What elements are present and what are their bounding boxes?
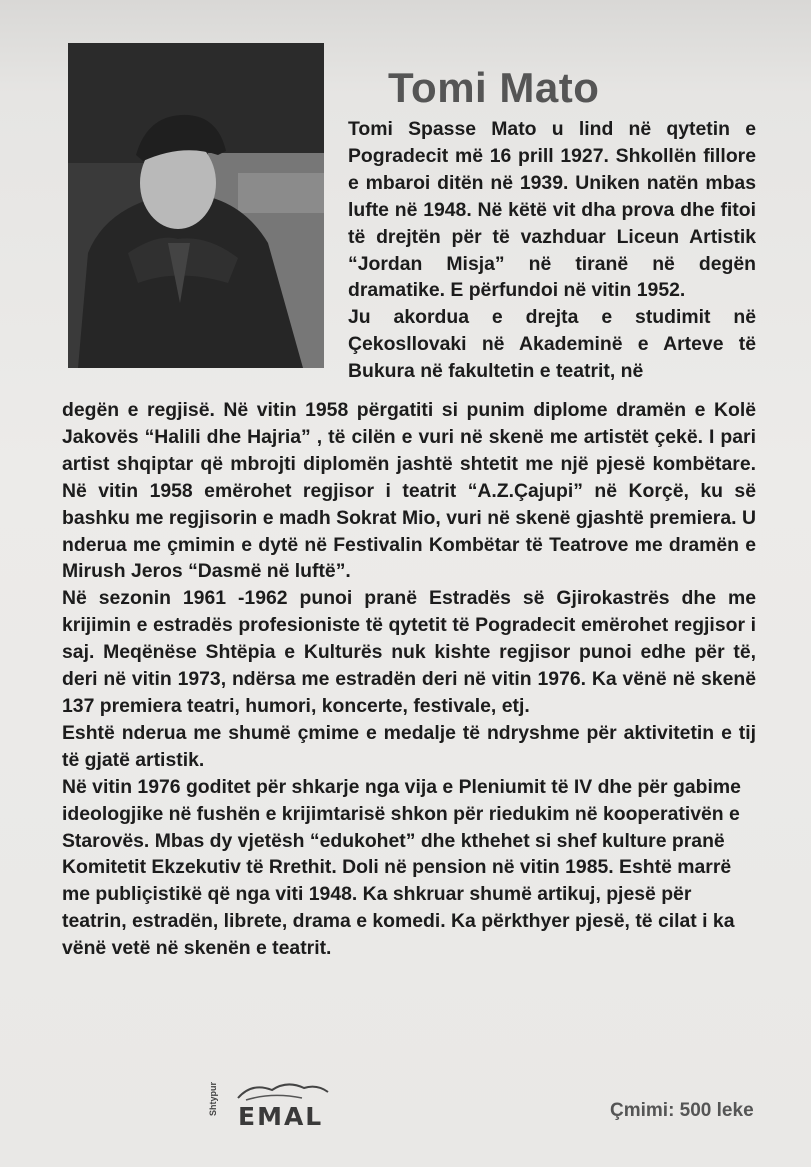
later-paragraph: Në vitin 1976 goditet për shkarje nga vija e Pleniumit të IV dhe për gabime ideologjike në fushën e krijimtarisë shkon për riedukim në kooperativën e Starovës. Mbas dy vjetësh “edukohet” dhe kthehet si shef kulture pranë Komitetit Ekzekutiv të Rrethit. Doli në pension në vitin 1985. Eshtë marrë me publiçistikë që nga viti 1948. Ka shkruar shumë artikuj, pjesë për teatrin, estradën, librete, drama e komedi. Ka përkthyer pjesë, të cilat i ka vënë vetë në skenën e teatrit. <box>62 775 741 960</box>
study-paragraph-rest: degën e regjisë. Në vitin 1958 përgatiti si punim diplome dramën e Kolë Jakovës “Halili dhe Hajria” , të cilën e vuri në skenë me artistët çekë. I pari artist shqiptar që mbrojti diplomën jashtë shtetit me një pjesë kombëtare. Në vitin 1958 emërohet regjisor i teatrit “A.Z.Çajupi” në Korçë, ku së bashku me regjisorin e madh Sokrat Mio, vuri në skenë gjashtë premiera. U nderua me çmimin e dytë në Festivalin Kombëtar të Teatrove me dramën e Mirush Jeros “Dasmë në luftë”. <box>62 399 756 583</box>
page-title: Tomi Mato <box>388 64 600 111</box>
price-label: Çmimi: 500 leke <box>610 1100 754 1121</box>
portrait-photo <box>68 43 324 368</box>
publisher-emblem-icon <box>232 1078 332 1104</box>
body-text <box>62 397 756 962</box>
publisher-label: Shtypur <box>208 1082 218 1117</box>
awards-paragraph: Eshtë nderua me shumë çmime e medalje të ndryshme për aktivitetin e tij të gjatë artistik. <box>62 721 756 771</box>
publisher-logo <box>208 1078 340 1136</box>
portrait-photo-icon <box>68 43 324 368</box>
study-paragraph-top: Ju akordua e drejta e studimit në Çekosllovaki në Akademinë e Arteve të Bukura në fakultetin e teatrit, në <box>348 306 756 383</box>
intro-column <box>348 116 756 385</box>
estrada-paragraph: Në sezonin 1961 -1962 punoi pranë Estradës së Gjirokastrës dhe me krijimin e estradës profesioniste të qytetit të Pogradecit emërohet regjisor i saj. Meqënëse Shtëpia e Kulturës nuk kishte regjisor punoi edhe për të, deri në vitin 1973, ndërsa me estradën deri në vitin 1976. Ka vënë në skenë 137 premiera teatri, humori, koncerte, festivale, etj. <box>62 587 756 717</box>
intro-paragraph: Tomi Spasse Mato u lind në qytetin e Pogradecit më 16 prill 1927. Shkollën fillore e mbaroi ditën në 1939. Uniken natën mbas lufte në 1948. Në këtë vit dha prova dhe fitoi të drejtën për të vazhduar Liceun Artistik “Jordan Misja” në tiranë në degën dramatike. E përfundoi në vitin 1952. <box>348 118 756 302</box>
publisher-name: EMAL <box>238 1102 324 1131</box>
